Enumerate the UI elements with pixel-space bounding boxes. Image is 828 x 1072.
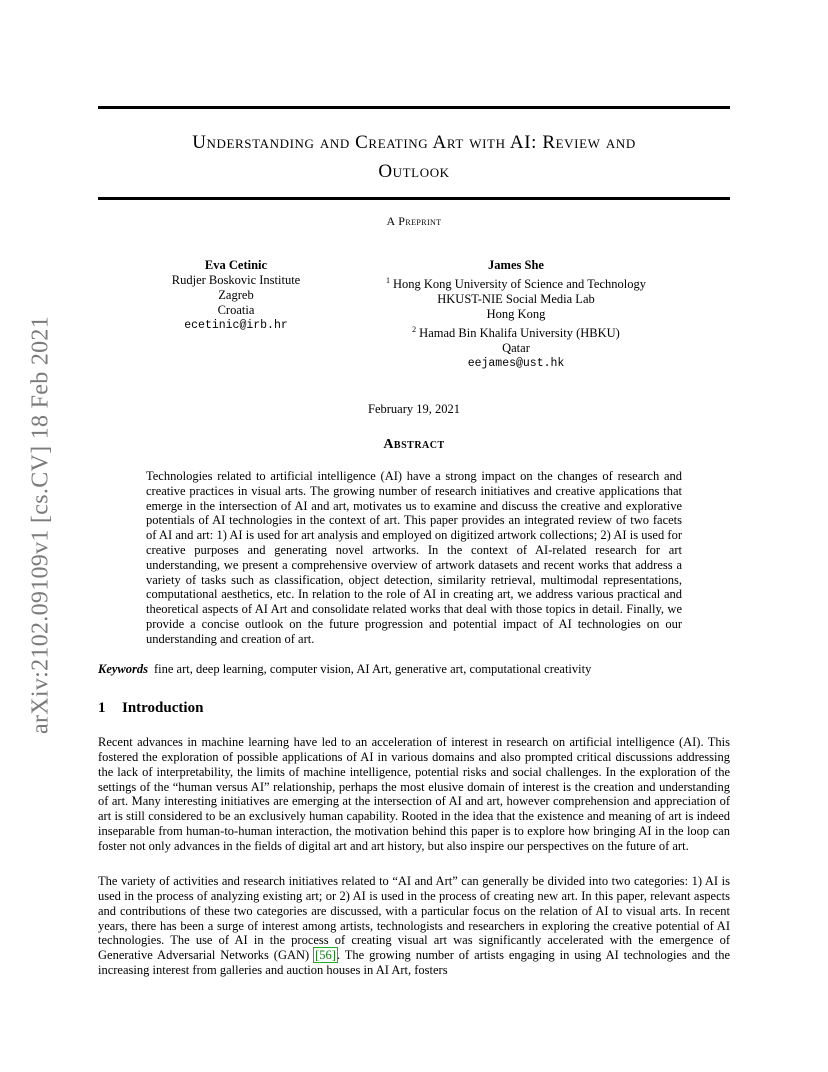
- keywords-label: Keywords: [98, 662, 148, 676]
- paragraph-text-continued: . The growing number of artists engaging in using AI technologies and the increasing interest from galleries and auction houses in AI Art, fosters: [98, 948, 730, 978]
- paper-title-line-2: Outlook: [378, 161, 450, 182]
- paper-title: [98, 128, 730, 186]
- paper-title-line-1: Understanding and Creating Art with AI: Review and: [192, 132, 636, 153]
- affiliation-marker: 1: [385, 276, 390, 285]
- publication-date: February 19, 2021: [368, 402, 460, 416]
- author-affiliation: Rudjer Boskovic Institute: [171, 273, 301, 287]
- abstract-body: Technologies related to artificial intelligence (AI) have a strong impact on the changes of research and creative practices in visual arts. The growing number of research initiatives and creative applications that emerge in the intersection of AI and art, motivates us to examine and discuss the creative and explorative potentials of AI technologies in the context of art. This paper provides an integrated review of two facets of AI and art: 1) AI is used for art analysis and employed on digitized artwork collections; 2) AI is used for creative purposes and generating novel artworks. In the context of AI-related research for art understanding, we present a comprehensive overview of artwork datasets and recent works that address a variety of tasks such as classification, object detection, similarity retrieval, multimodal representations, computational aesthetics, etc. In relation to the role of AI in creating art, we address various practical and theoretical aspects of AI Art and consolidate related works that deal with those topics in detail. Finally, we provide a concise outlook on the future progression and potential impact of AI technologies on our understanding and creation of art.: [146, 469, 682, 646]
- author-affiliation-2: [360, 322, 672, 341]
- section-number: 1: [98, 700, 106, 716]
- author-lab: HKUST-NIE Social Media Lab: [437, 292, 595, 306]
- keywords-line: [98, 662, 730, 677]
- title-rule-bottom: [98, 197, 730, 200]
- author-affiliation-1: [360, 273, 672, 292]
- author-city: Hong Kong: [486, 307, 546, 321]
- citation-link[interactable]: [56]: [315, 948, 336, 963]
- author-name: Eva Cetinic: [204, 258, 268, 272]
- intro-paragraph-2: [98, 874, 730, 978]
- author-name: James She: [488, 258, 544, 272]
- affiliation-text: Hong Kong University of Science and Technology: [392, 277, 646, 291]
- affiliation-text: Hamad Bin Khalifa University (HBKU): [419, 326, 620, 340]
- author-city: Zagreb: [218, 288, 254, 302]
- paragraph-text: The variety of activities and research initiatives related to “AI and Art” can generally be divided into two categories: 1) AI is used in the process of analyzing existing art; or 2) AI is used in the process of creating new art. In this paper, relevant aspects and contributions of these two categories are discussed, with a particular focus on the relation of AI to visual arts. In recent years, there has been a surge of interest among artists, technologists and researchers in exploring the creative potential of AI technologies. The use of AI in the process of creating visual art was significantly accelerated with the emergence of Generative Adversarial Networks (GAN): [98, 874, 730, 963]
- author-country: Croatia: [217, 303, 255, 317]
- author-block-she: [360, 258, 672, 371]
- abstract-heading: Abstract: [383, 437, 445, 452]
- title-rule-top: [98, 106, 730, 109]
- intro-paragraph-1: Recent advances in machine learning have led to an acceleration of interest in research on artificial intelligence (AI). This fostered the exploration of possible applications of AI in various domains and also prompted critical discussions addressing the lack of interpretability, the limits of machine intelligence, potential risks and social challenges. In the exploration of the settings of the “human versus AI” relationship, perhaps the most elusive domain of interest is the creation and understanding of art. Many interesting initiatives are emerging at the intersection of AI and art, however comprehension and appreciation of art is still considered to be an exclusively human capability. Rooted in the idea that the existence and meaning of art is indeed inseparable from human-to-human interaction, the motivation behind this paper is to explore how bringing AI in the loop can foster not only advances in the fields of digital art and art history, but also inspire our perspectives on the future of art.: [98, 735, 730, 853]
- author-email[interactable]: eejames@ust.hk: [467, 357, 565, 370]
- author-email[interactable]: ecetinic@irb.hr: [184, 319, 288, 332]
- keywords-text: fine art, deep learning, computer vision, AI Art, generative art, computational creativity: [154, 662, 592, 676]
- author-block-cetinic: [160, 258, 312, 333]
- arxiv-identifier[interactable]: arXiv:2102.09109v1 [cs.CV] 18 Feb 2021: [27, 315, 54, 735]
- affiliation-marker: 2: [412, 325, 417, 334]
- author-country: Qatar: [502, 341, 530, 355]
- section-title: Introduction: [122, 700, 204, 716]
- preprint-label: A Preprint: [386, 214, 442, 228]
- section-heading: [98, 700, 730, 717]
